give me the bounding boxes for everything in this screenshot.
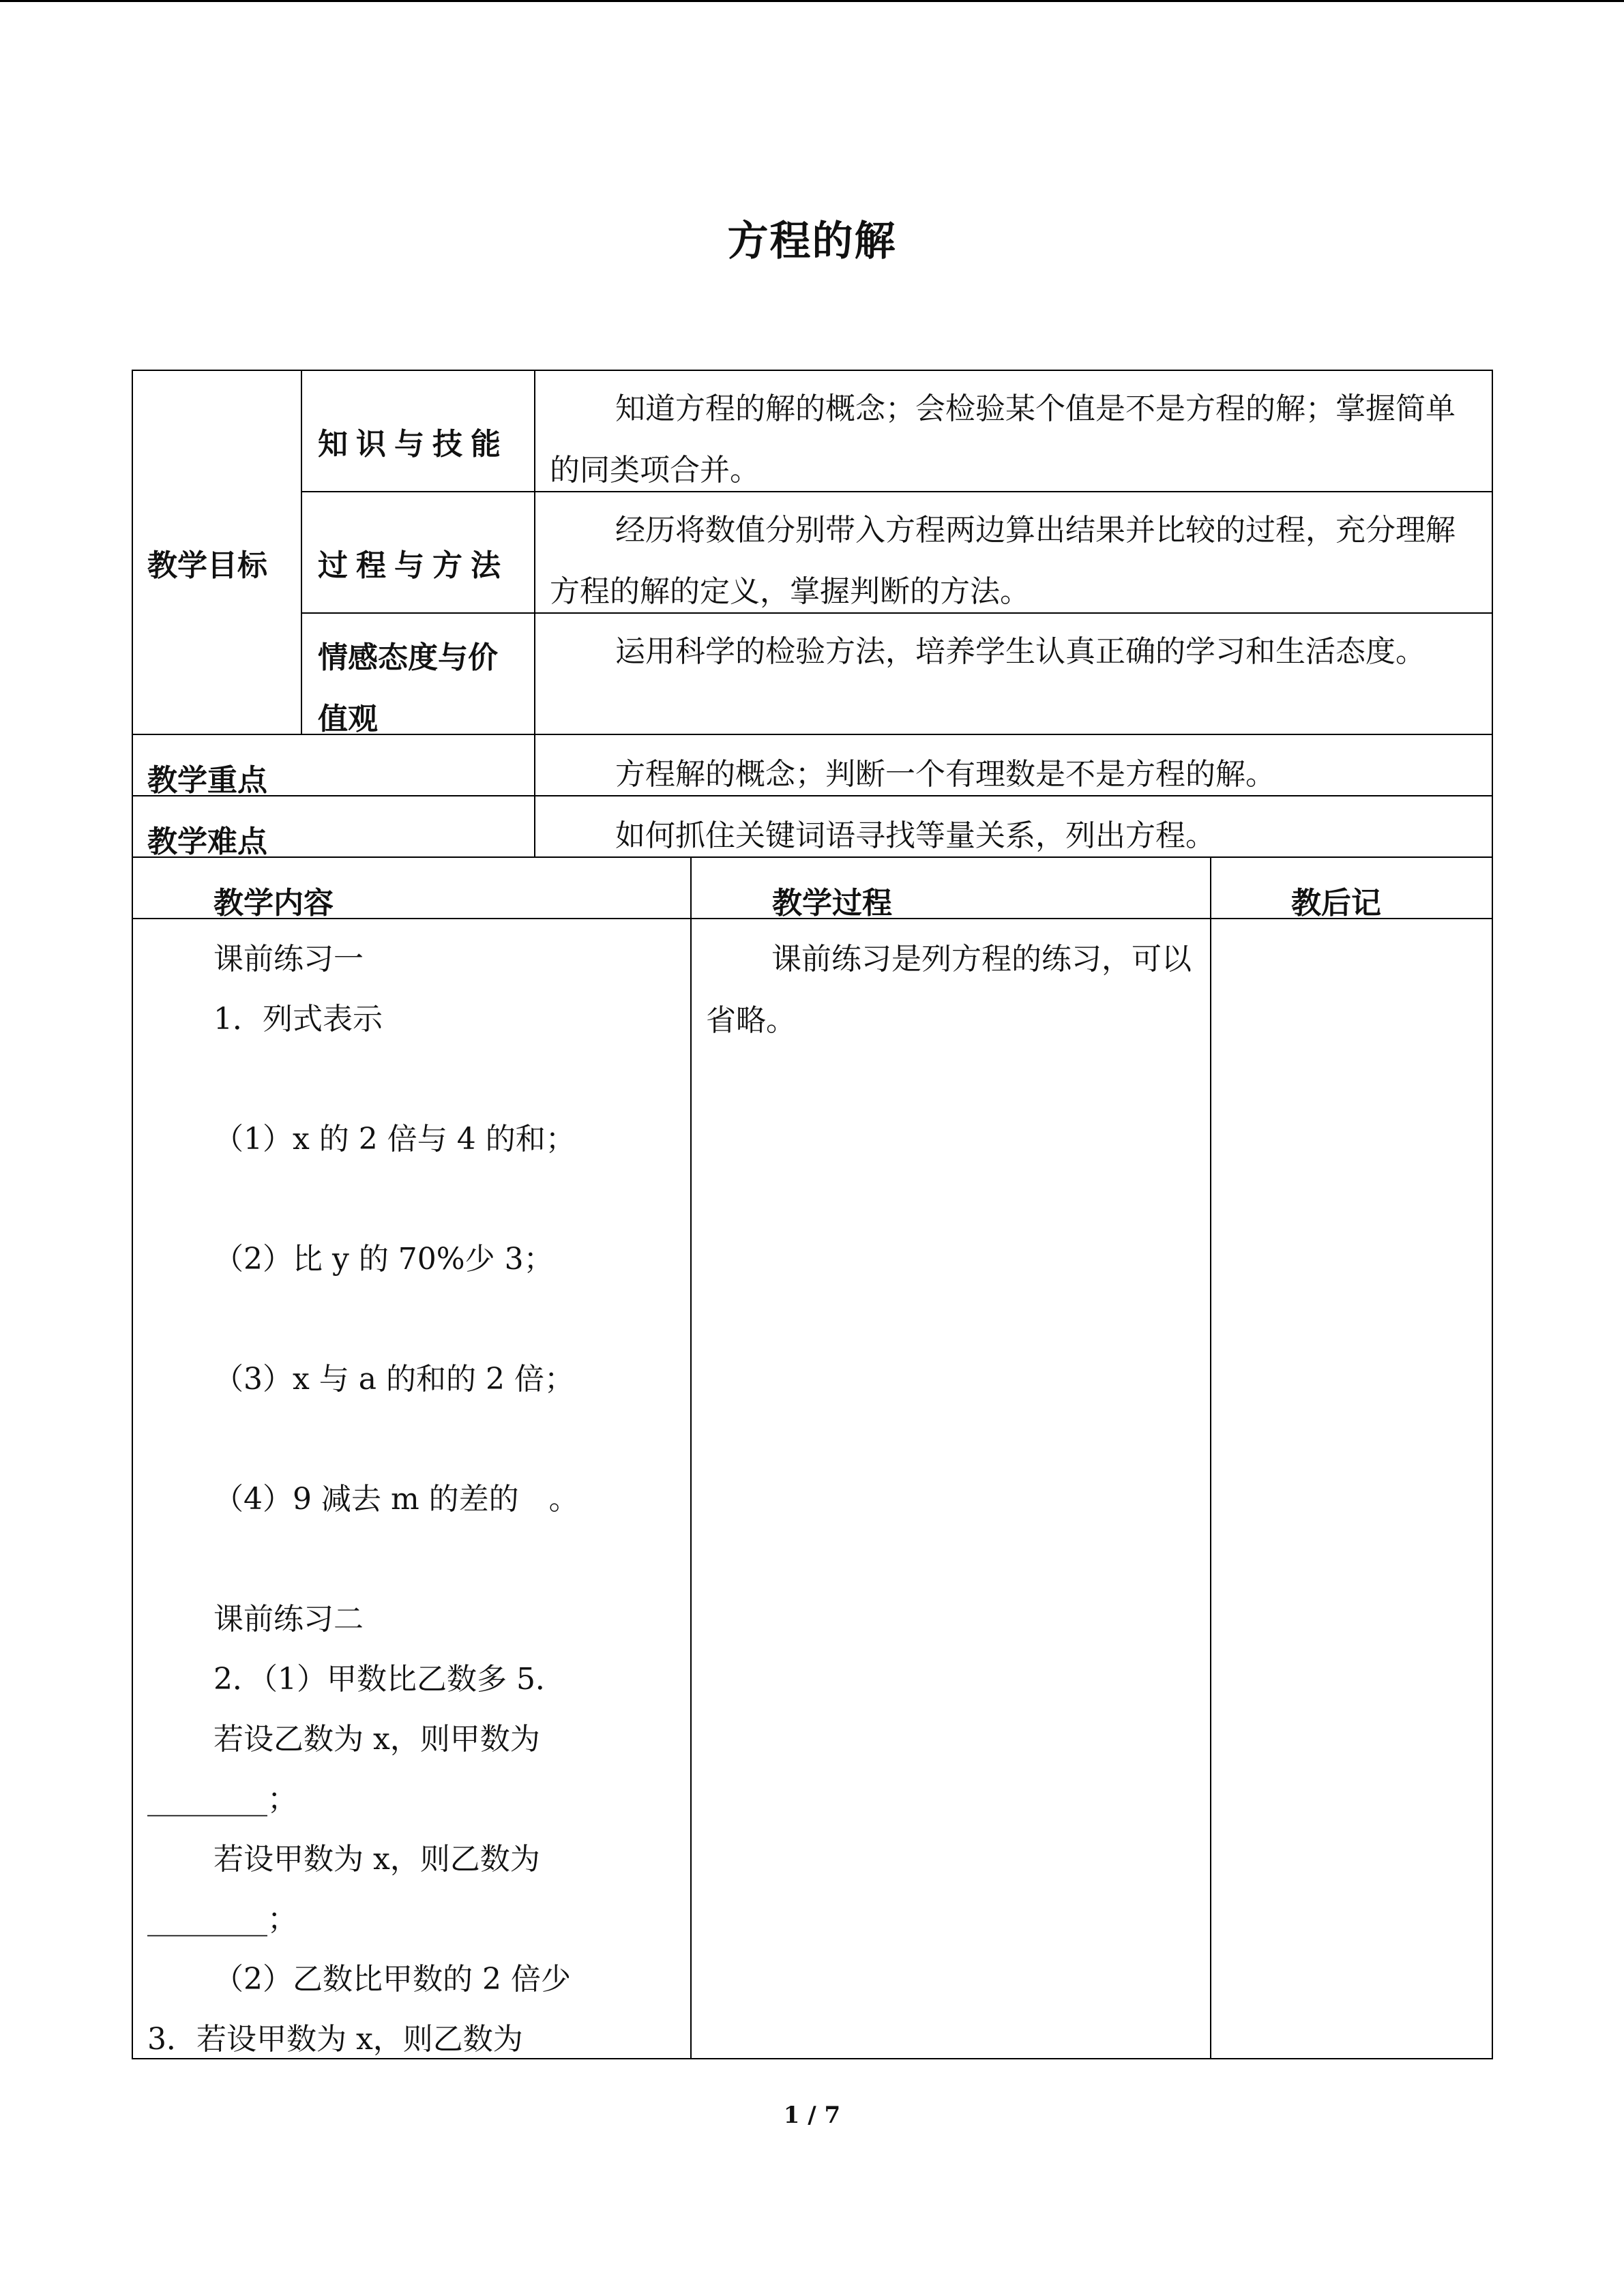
key-point-text: 方程解的概念；判断一个有理数是不是方程的解。 [615,757,1275,792]
process-text: 课前练习是列方程的练习，可以省略。 [706,942,1192,1038]
content-line: （1）x 的 2 倍与 4 的和； [213,1122,576,1157]
content-line: （2）乙数比甲数的 2 倍少 [213,1962,571,1997]
objective-text-attitude: 运用科学的检验方法，培养学生认真正确的学习和生活态度。 [615,634,1426,669]
page-number: 1 / 7 [783,2102,841,2129]
content-line: 若设甲数为 x，则乙数为 [213,1842,540,1877]
difficulty-text: 如何抓住关键词语寻找等量关系，列出方程。 [615,818,1215,853]
objective-label-attitude-line2: 值观 [318,702,378,736]
content-line: 课前练习二 [213,1602,364,1637]
column-header-notes: 教后记 [1291,886,1381,921]
content-line: 课前练习一 [213,942,364,976]
content-line: （2）比 y 的 70%少 3； [213,1242,554,1277]
content-line: ________； [147,1782,297,1817]
objective-text-process: 经历将数值分别带入方程两边算出结果并比较的过程，充分理解方程的解的定义，掌握判断的方法。 [550,513,1456,609]
content-line: 3．若设甲数为 x，则乙数为 [147,2022,523,2057]
content-line: ________； [147,1902,297,1937]
page-title: 方程的解 [727,218,897,265]
objective-label-process: 过程与方法 [318,548,509,583]
objective-label-knowledge: 知识与技能 [318,427,509,462]
objective-label-attitude-line1: 情感态度与价 [318,640,498,675]
difficulty-label: 教学难点 [147,824,267,859]
content-line: 若设乙数为 x，则甲数为 [213,1722,540,1757]
column-header-content: 教学内容 [213,886,334,921]
top-border-line [0,0,1624,2]
objective-text-knowledge: 知道方程的解的概念；会检验某个值是不是方程的解；掌握简单的同类项合并。 [550,391,1456,488]
key-point-label: 教学重点 [147,763,267,798]
content-line: （3）x 与 a 的和的 2 倍； [213,1362,574,1397]
column-header-process: 教学过程 [772,886,892,921]
content-line: 1．列式表示 [213,1002,383,1037]
objectives-header: 教学目标 [147,548,267,583]
content-line: （4）9 减去 m 的差的 。 [213,1482,579,1517]
content-line: 2．（1）甲数比乙数多 5． [213,1662,565,1697]
